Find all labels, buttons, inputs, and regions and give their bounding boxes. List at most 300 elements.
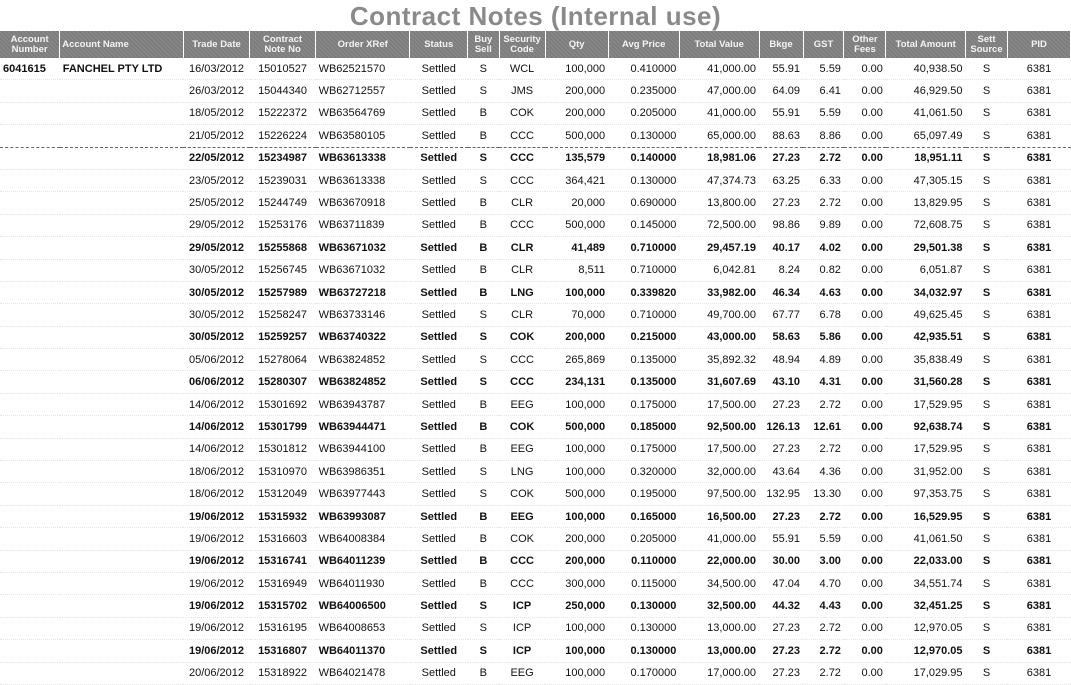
bkge-cell: 27.23 (759, 662, 803, 684)
security-code-cell: CCC (499, 147, 545, 169)
table-row (0, 572, 1071, 594)
column-header: Buy Sell (468, 31, 499, 58)
buy-sell-cell: S (468, 169, 499, 191)
status-cell: Settled (410, 326, 468, 348)
bkge-cell: 55.91 (759, 528, 803, 550)
gst-cell: 8.86 (803, 125, 844, 147)
account-number-cell (0, 147, 60, 169)
contract-note-no-cell: 15316603 (250, 528, 316, 550)
other-fees-cell: 0.00 (844, 125, 886, 147)
account-name-cell (60, 349, 184, 371)
bkge-cell: 44.32 (759, 595, 803, 617)
table-row (0, 528, 1071, 550)
trade-date-cell: 18/06/2012 (183, 461, 249, 483)
total-amount-cell: 22,033.00 (886, 550, 966, 572)
order-xref-cell: WB63613338 (316, 147, 410, 169)
pid-cell: 6381 (1007, 393, 1070, 415)
buy-sell-cell: S (468, 147, 499, 169)
other-fees-cell: 0.00 (844, 617, 886, 639)
table-row (0, 640, 1071, 662)
table-row (0, 304, 1071, 326)
pid-cell: 6381 (1007, 304, 1070, 326)
gst-cell: 9.89 (803, 214, 844, 236)
other-fees-cell: 0.00 (844, 102, 886, 124)
bkge-cell: 40.17 (759, 237, 803, 259)
gst-cell: 6.41 (803, 80, 844, 102)
total-value-cell: 13,000.00 (679, 617, 759, 639)
pid-cell: 6381 (1007, 572, 1070, 594)
account-number-cell: 6041615 (0, 58, 60, 80)
total-amount-cell: 32,451.25 (886, 595, 966, 617)
qty-cell: 100,000 (545, 617, 608, 639)
buy-sell-cell: S (468, 58, 499, 80)
bkge-cell: 30.00 (759, 550, 803, 572)
other-fees-cell: 0.00 (844, 595, 886, 617)
qty-cell: 500,000 (545, 125, 608, 147)
pid-cell: 6381 (1007, 259, 1070, 281)
buy-sell-cell: S (468, 304, 499, 326)
bkge-cell: 27.23 (759, 617, 803, 639)
sett-source-cell: S (966, 237, 1008, 259)
other-fees-cell: 0.00 (844, 640, 886, 662)
account-number-cell (0, 326, 60, 348)
bkge-cell: 64.09 (759, 80, 803, 102)
order-xref-cell: WB64021478 (316, 662, 410, 684)
order-xref-cell: WB63670918 (316, 192, 410, 214)
sett-source-cell: S (966, 416, 1008, 438)
account-number-cell (0, 461, 60, 483)
gst-cell: 2.72 (803, 393, 844, 415)
other-fees-cell: 0.00 (844, 147, 886, 169)
buy-sell-cell: B (468, 438, 499, 460)
gst-cell: 4.89 (803, 349, 844, 371)
sett-source-cell: S (966, 528, 1008, 550)
trade-date-cell: 29/05/2012 (183, 214, 249, 236)
account-number-cell (0, 550, 60, 572)
order-xref-cell: WB64011930 (316, 572, 410, 594)
bkge-cell: 27.23 (759, 640, 803, 662)
total-amount-cell: 92,638.74 (886, 416, 966, 438)
qty-cell: 250,000 (545, 595, 608, 617)
status-cell: Settled (410, 259, 468, 281)
total-value-cell: 22,000.00 (679, 550, 759, 572)
pid-cell: 6381 (1007, 58, 1070, 80)
table-row (0, 102, 1071, 124)
other-fees-cell: 0.00 (844, 58, 886, 80)
total-amount-cell: 17,529.95 (886, 438, 966, 460)
table-row (0, 393, 1071, 415)
total-amount-cell: 46,929.50 (886, 80, 966, 102)
column-header: Total Amount (886, 31, 966, 58)
avg-price-cell: 0.320000 (608, 461, 679, 483)
sett-source-cell: S (966, 461, 1008, 483)
bkge-cell: 55.91 (759, 102, 803, 124)
pid-cell: 6381 (1007, 483, 1070, 505)
security-code-cell: COK (499, 528, 545, 550)
account-number-cell (0, 483, 60, 505)
other-fees-cell: 0.00 (844, 281, 886, 303)
other-fees-cell: 0.00 (844, 169, 886, 191)
pid-cell: 6381 (1007, 662, 1070, 684)
other-fees-cell: 0.00 (844, 483, 886, 505)
bkge-cell: 27.23 (759, 438, 803, 460)
avg-price-cell: 0.175000 (608, 438, 679, 460)
total-amount-cell: 41,061.50 (886, 528, 966, 550)
column-header: Account Number (0, 31, 60, 58)
account-number-cell (0, 125, 60, 147)
sett-source-cell: S (966, 281, 1008, 303)
trade-date-cell: 05/06/2012 (183, 349, 249, 371)
account-number-cell (0, 304, 60, 326)
account-number-cell (0, 169, 60, 191)
sett-source-cell: S (966, 371, 1008, 393)
total-amount-cell: 42,935.51 (886, 326, 966, 348)
bkge-cell: 98.86 (759, 214, 803, 236)
avg-price-cell: 0.130000 (608, 640, 679, 662)
qty-cell: 41,489 (545, 237, 608, 259)
trade-date-cell: 18/05/2012 (183, 102, 249, 124)
contract-note-no-cell: 15256745 (250, 259, 316, 281)
pid-cell: 6381 (1007, 595, 1070, 617)
account-number-cell (0, 393, 60, 415)
total-value-cell: 32,000.00 (679, 461, 759, 483)
gst-cell: 5.59 (803, 528, 844, 550)
buy-sell-cell: S (468, 349, 499, 371)
column-header: GST (803, 31, 844, 58)
status-cell: Settled (410, 617, 468, 639)
account-name-cell (60, 169, 184, 191)
qty-cell: 200,000 (545, 326, 608, 348)
contract-note-no-cell: 15255868 (250, 237, 316, 259)
pid-cell: 6381 (1007, 505, 1070, 527)
other-fees-cell: 0.00 (844, 550, 886, 572)
bkge-cell: 8.24 (759, 259, 803, 281)
contract-note-no-cell: 15258247 (250, 304, 316, 326)
security-code-cell: EEG (499, 662, 545, 684)
order-xref-cell: WB63727218 (316, 281, 410, 303)
account-name-cell (60, 528, 184, 550)
contract-note-no-cell: 15222372 (250, 102, 316, 124)
column-header: Order XRef (316, 31, 410, 58)
pid-cell: 6381 (1007, 214, 1070, 236)
status-cell: Settled (410, 102, 468, 124)
column-header: Bkge (759, 31, 803, 58)
gst-cell: 2.72 (803, 438, 844, 460)
contract-note-no-cell: 15315702 (250, 595, 316, 617)
sett-source-cell: S (966, 662, 1008, 684)
trade-date-cell: 30/05/2012 (183, 259, 249, 281)
other-fees-cell: 0.00 (844, 416, 886, 438)
security-code-cell: COK (499, 416, 545, 438)
security-code-cell: JMS (499, 80, 545, 102)
avg-price-cell: 0.130000 (608, 595, 679, 617)
security-code-cell: CLR (499, 192, 545, 214)
total-value-cell: 92,500.00 (679, 416, 759, 438)
status-cell: Settled (410, 505, 468, 527)
trade-date-cell: 14/06/2012 (183, 438, 249, 460)
pid-cell: 6381 (1007, 617, 1070, 639)
sett-source-cell: S (966, 572, 1008, 594)
avg-price-cell: 0.710000 (608, 304, 679, 326)
total-amount-cell: 29,501.38 (886, 237, 966, 259)
bkge-cell: 132.95 (759, 483, 803, 505)
qty-cell: 100,000 (545, 438, 608, 460)
total-value-cell: 17,500.00 (679, 393, 759, 415)
gst-cell: 2.72 (803, 505, 844, 527)
sett-source-cell: S (966, 259, 1008, 281)
trade-date-cell: 30/05/2012 (183, 281, 249, 303)
trade-date-cell: 19/06/2012 (183, 572, 249, 594)
column-header: Security Code (499, 31, 545, 58)
qty-cell: 265,869 (545, 349, 608, 371)
column-header: Other Fees (844, 31, 886, 58)
account-name-cell: FANCHEL PTY LTD (60, 58, 184, 80)
header-row (0, 31, 1071, 58)
gst-cell: 2.72 (803, 192, 844, 214)
contract-note-no-cell: 15316741 (250, 550, 316, 572)
contract-note-no-cell: 15239031 (250, 169, 316, 191)
security-code-cell: ICP (499, 640, 545, 662)
pid-cell: 6381 (1007, 80, 1070, 102)
trade-date-cell: 26/03/2012 (183, 80, 249, 102)
trade-date-cell: 19/06/2012 (183, 640, 249, 662)
gst-cell: 2.72 (803, 662, 844, 684)
security-code-cell: COK (499, 326, 545, 348)
contract-note-no-cell: 15257989 (250, 281, 316, 303)
bkge-cell: 27.23 (759, 192, 803, 214)
account-number-cell (0, 416, 60, 438)
buy-sell-cell: B (468, 505, 499, 527)
qty-cell: 300,000 (545, 572, 608, 594)
other-fees-cell: 0.00 (844, 237, 886, 259)
sett-source-cell: S (966, 393, 1008, 415)
avg-price-cell: 0.235000 (608, 80, 679, 102)
table-row (0, 505, 1071, 527)
contract-note-no-cell: 15259257 (250, 326, 316, 348)
total-amount-cell: 34,032.97 (886, 281, 966, 303)
security-code-cell: CCC (499, 550, 545, 572)
buy-sell-cell: B (468, 281, 499, 303)
contract-note-no-cell: 15318922 (250, 662, 316, 684)
total-amount-cell: 31,952.00 (886, 461, 966, 483)
security-code-cell: EEG (499, 393, 545, 415)
account-number-cell (0, 281, 60, 303)
other-fees-cell: 0.00 (844, 326, 886, 348)
total-amount-cell: 97,353.75 (886, 483, 966, 505)
total-value-cell: 29,457.19 (679, 237, 759, 259)
table-row (0, 80, 1071, 102)
table-row (0, 349, 1071, 371)
order-xref-cell: WB63580105 (316, 125, 410, 147)
total-value-cell: 41,000.00 (679, 58, 759, 80)
bkge-cell: 27.23 (759, 393, 803, 415)
account-number-cell (0, 617, 60, 639)
contract-note-no-cell: 15301692 (250, 393, 316, 415)
contract-note-no-cell: 15316195 (250, 617, 316, 639)
order-xref-cell: WB64011239 (316, 550, 410, 572)
total-amount-cell: 31,560.28 (886, 371, 966, 393)
gst-cell: 0.82 (803, 259, 844, 281)
account-name-cell (60, 640, 184, 662)
status-cell: Settled (410, 483, 468, 505)
order-xref-cell: WB63943787 (316, 393, 410, 415)
security-code-cell: CLR (499, 237, 545, 259)
table-row (0, 416, 1071, 438)
table-row (0, 147, 1071, 169)
sett-source-cell: S (966, 304, 1008, 326)
table-row (0, 169, 1071, 191)
table-row (0, 259, 1071, 281)
avg-price-cell: 0.115000 (608, 572, 679, 594)
status-cell: Settled (410, 416, 468, 438)
buy-sell-cell: S (468, 640, 499, 662)
trade-date-cell: 14/06/2012 (183, 393, 249, 415)
other-fees-cell: 0.00 (844, 80, 886, 102)
order-xref-cell: WB64006500 (316, 595, 410, 617)
other-fees-cell: 0.00 (844, 349, 886, 371)
order-xref-cell: WB63711839 (316, 214, 410, 236)
order-xref-cell: WB63993087 (316, 505, 410, 527)
sett-source-cell: S (966, 102, 1008, 124)
total-amount-cell: 49,625.45 (886, 304, 966, 326)
buy-sell-cell: S (468, 326, 499, 348)
buy-sell-cell: B (468, 214, 499, 236)
security-code-cell: EEG (499, 505, 545, 527)
pid-cell: 6381 (1007, 237, 1070, 259)
status-cell: Settled (410, 461, 468, 483)
contract-note-no-cell: 15244749 (250, 192, 316, 214)
security-code-cell: LNG (499, 461, 545, 483)
account-name-cell (60, 483, 184, 505)
other-fees-cell: 0.00 (844, 214, 886, 236)
avg-price-cell: 0.205000 (608, 102, 679, 124)
trade-date-cell: 25/05/2012 (183, 192, 249, 214)
account-name-cell (60, 259, 184, 281)
sett-source-cell: S (966, 550, 1008, 572)
gst-cell: 4.43 (803, 595, 844, 617)
other-fees-cell: 0.00 (844, 371, 886, 393)
security-code-cell: CCC (499, 572, 545, 594)
account-name-cell (60, 371, 184, 393)
order-xref-cell: WB63986351 (316, 461, 410, 483)
table-row (0, 371, 1071, 393)
bkge-cell: 43.10 (759, 371, 803, 393)
status-cell: Settled (410, 371, 468, 393)
total-value-cell: 97,500.00 (679, 483, 759, 505)
pid-cell: 6381 (1007, 371, 1070, 393)
contract-note-no-cell: 15315932 (250, 505, 316, 527)
account-name-cell (60, 192, 184, 214)
column-header: Status (410, 31, 468, 58)
account-number-cell (0, 595, 60, 617)
trade-date-cell: 19/06/2012 (183, 617, 249, 639)
avg-price-cell: 0.710000 (608, 259, 679, 281)
bkge-cell: 27.23 (759, 505, 803, 527)
bkge-cell: 63.25 (759, 169, 803, 191)
account-number-cell (0, 640, 60, 662)
avg-price-cell: 0.165000 (608, 505, 679, 527)
column-header: Qty (545, 31, 608, 58)
status-cell: Settled (410, 304, 468, 326)
security-code-cell: CCC (499, 169, 545, 191)
sett-source-cell: S (966, 595, 1008, 617)
security-code-cell: WCL (499, 58, 545, 80)
order-xref-cell: WB63977443 (316, 483, 410, 505)
total-value-cell: 33,982.00 (679, 281, 759, 303)
status-cell: Settled (410, 438, 468, 460)
sett-source-cell: S (966, 326, 1008, 348)
trade-date-cell: 22/05/2012 (183, 147, 249, 169)
buy-sell-cell: B (468, 416, 499, 438)
status-cell: Settled (410, 281, 468, 303)
qty-cell: 100,000 (545, 461, 608, 483)
table-row (0, 125, 1071, 147)
qty-cell: 135,579 (545, 147, 608, 169)
other-fees-cell: 0.00 (844, 461, 886, 483)
buy-sell-cell: B (468, 572, 499, 594)
status-cell: Settled (410, 393, 468, 415)
account-name-cell (60, 304, 184, 326)
buy-sell-cell: S (468, 371, 499, 393)
account-name-cell (60, 326, 184, 348)
account-number-cell (0, 259, 60, 281)
total-value-cell: 16,500.00 (679, 505, 759, 527)
qty-cell: 200,000 (545, 102, 608, 124)
contract-note-no-cell: 15312049 (250, 483, 316, 505)
bkge-cell: 55.91 (759, 58, 803, 80)
total-value-cell: 17,000.00 (679, 662, 759, 684)
total-amount-cell: 47,305.15 (886, 169, 966, 191)
total-value-cell: 6,042.81 (679, 259, 759, 281)
order-xref-cell: WB62521570 (316, 58, 410, 80)
account-name-cell (60, 237, 184, 259)
account-number-cell (0, 528, 60, 550)
trade-date-cell: 19/06/2012 (183, 505, 249, 527)
total-value-cell: 72,500.00 (679, 214, 759, 236)
account-name-cell (60, 572, 184, 594)
total-value-cell: 49,700.00 (679, 304, 759, 326)
avg-price-cell: 0.130000 (608, 125, 679, 147)
status-cell: Settled (410, 595, 468, 617)
avg-price-cell: 0.690000 (608, 192, 679, 214)
buy-sell-cell: B (468, 550, 499, 572)
contract-note-no-cell: 15310970 (250, 461, 316, 483)
column-header: PID (1007, 31, 1070, 58)
order-xref-cell: WB64011370 (316, 640, 410, 662)
avg-price-cell: 0.339820 (608, 281, 679, 303)
sett-source-cell: S (966, 483, 1008, 505)
contract-note-no-cell: 15278064 (250, 349, 316, 371)
order-xref-cell: WB63671032 (316, 237, 410, 259)
page-title: Contract Notes (Internal use) (349, 1, 722, 31)
qty-cell: 100,000 (545, 640, 608, 662)
trade-date-cell: 19/06/2012 (183, 528, 249, 550)
table-row (0, 214, 1071, 236)
bkge-cell: 46.34 (759, 281, 803, 303)
avg-price-cell: 0.135000 (608, 371, 679, 393)
total-value-cell: 13,800.00 (679, 192, 759, 214)
table-row (0, 617, 1071, 639)
buy-sell-cell: B (468, 662, 499, 684)
order-xref-cell: WB63671032 (316, 259, 410, 281)
account-number-cell (0, 662, 60, 684)
qty-cell: 200,000 (545, 528, 608, 550)
pid-cell: 6381 (1007, 528, 1070, 550)
table-row (0, 281, 1071, 303)
bkge-cell: 67.77 (759, 304, 803, 326)
trade-date-cell: 18/06/2012 (183, 483, 249, 505)
status-cell: Settled (410, 125, 468, 147)
